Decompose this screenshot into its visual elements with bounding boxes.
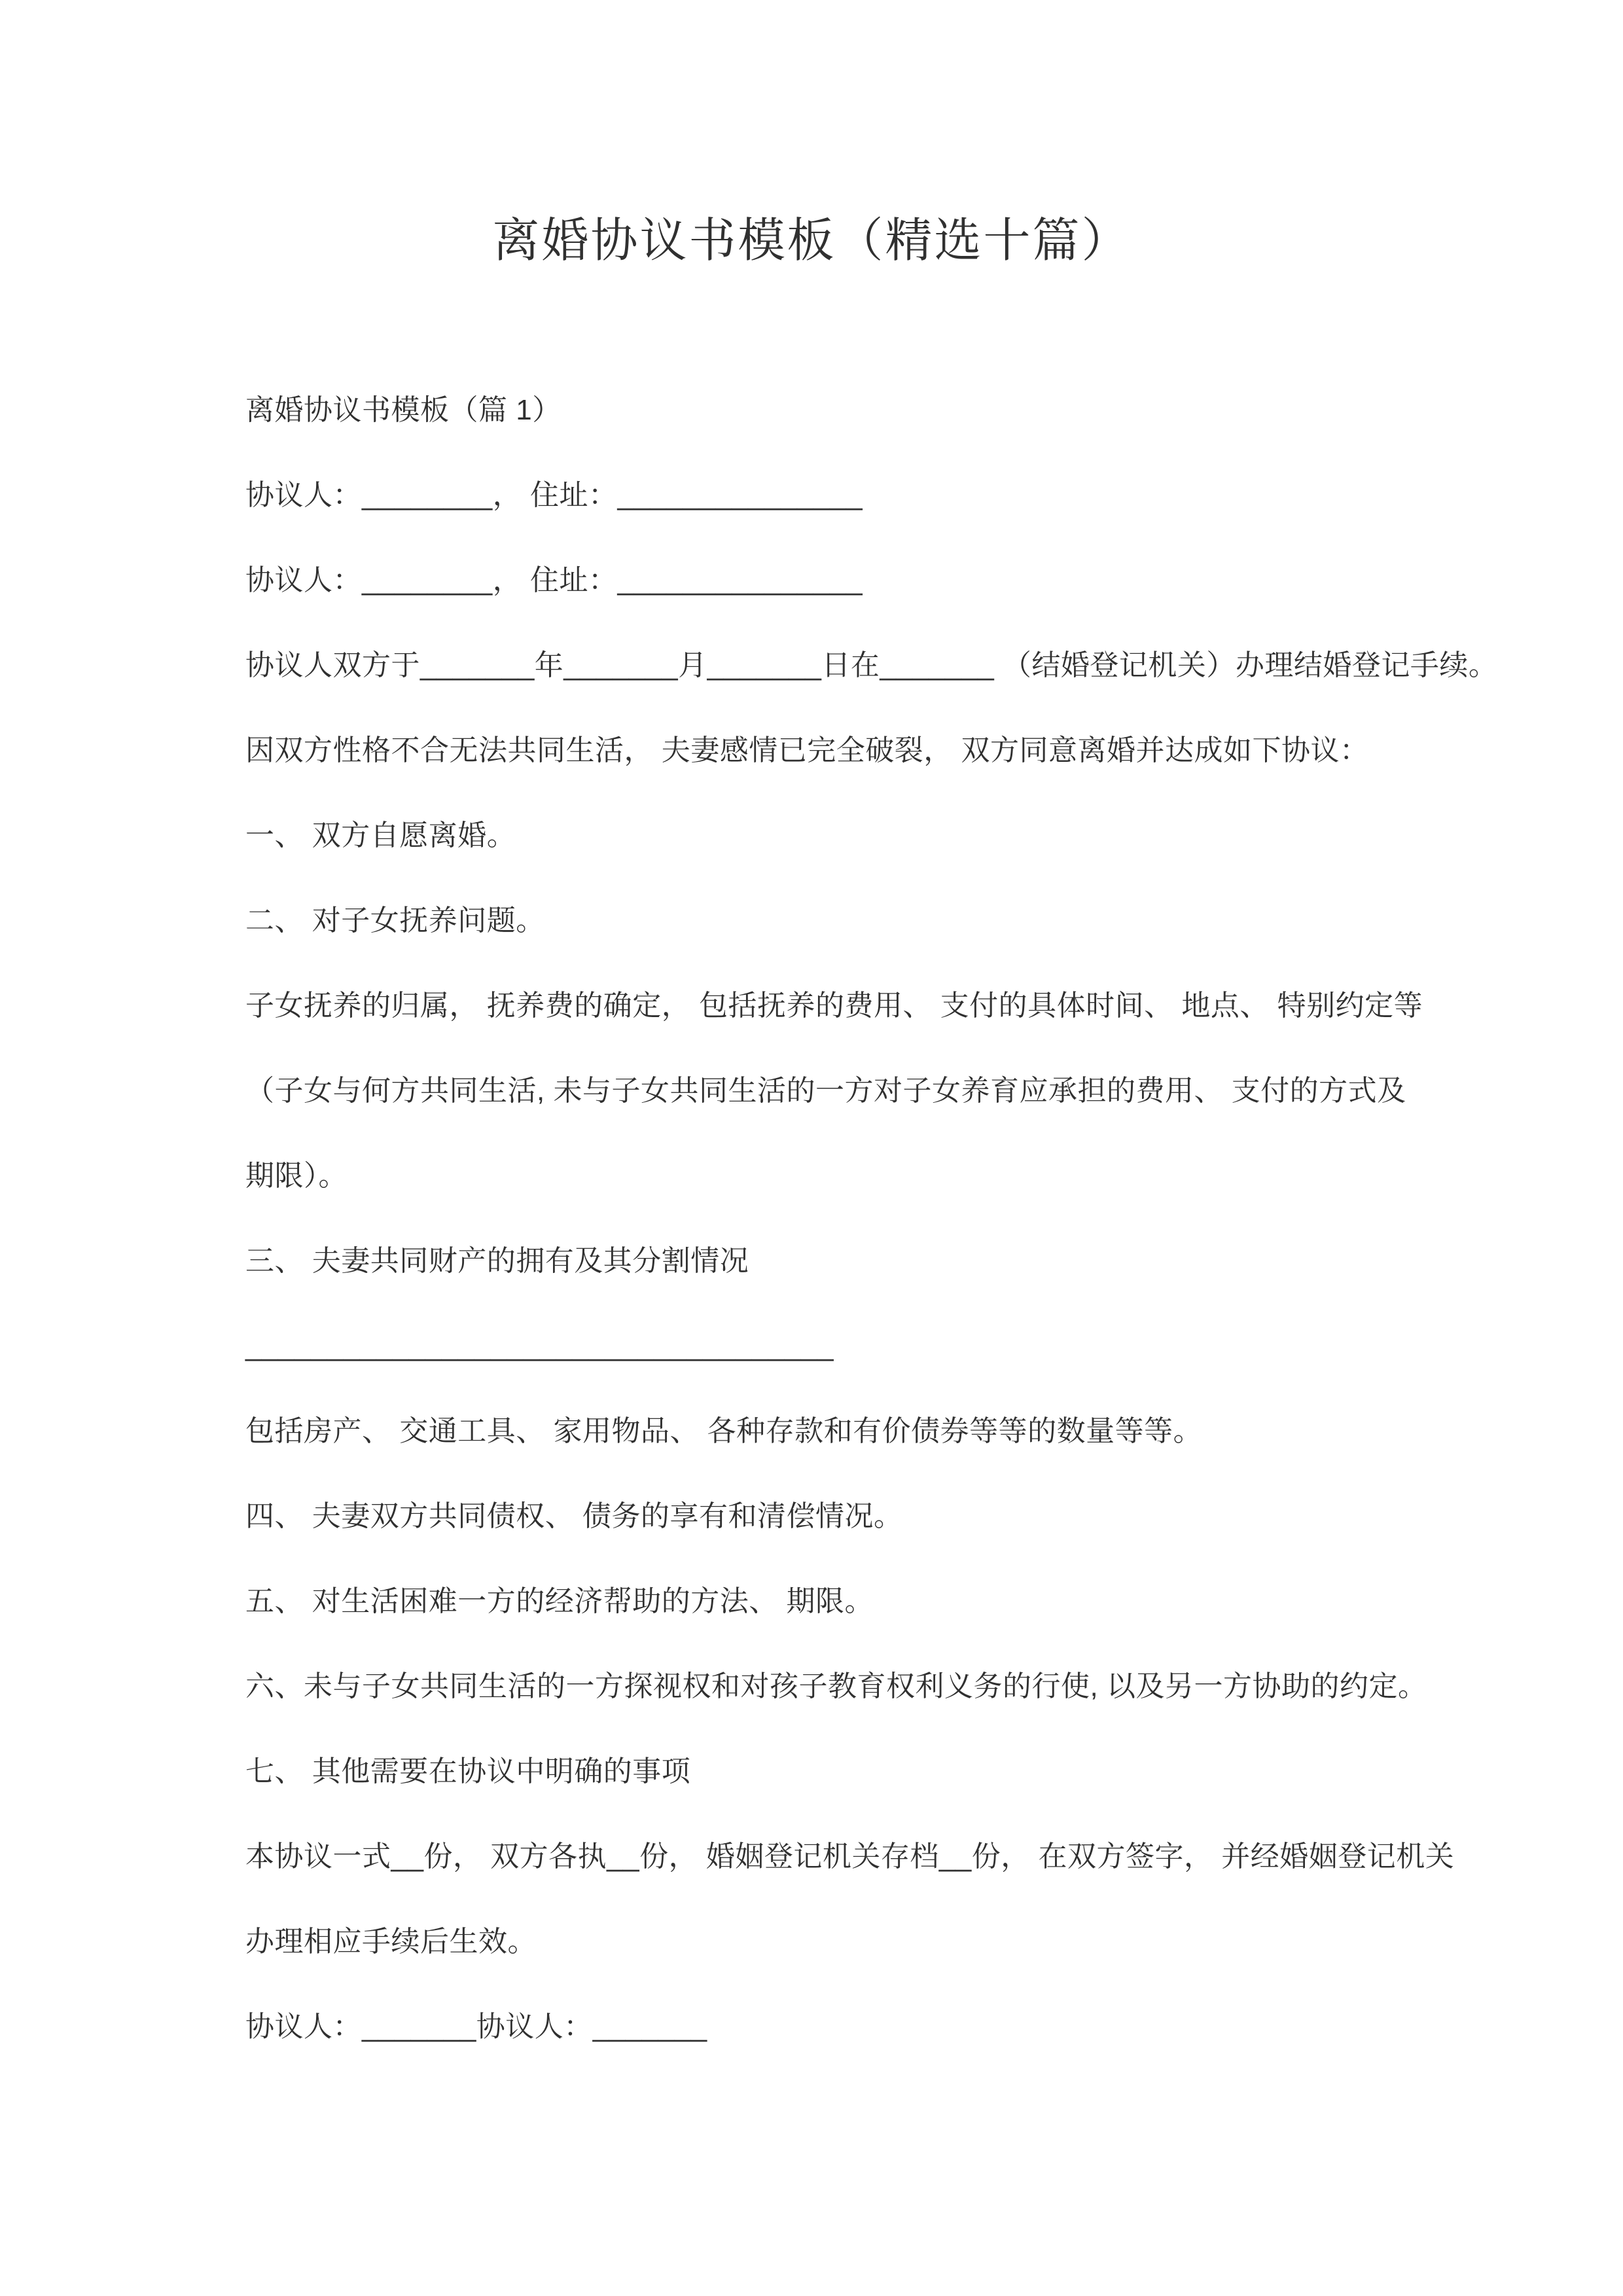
section-heading: 离婚协议书模板（篇 1）	[245, 394, 562, 426]
marriage-registration-line: 协议人双方于_______年_______月_______日在_______ （结婚登记机关）办理结婚登记手续。	[245, 649, 1498, 681]
clause-4: 四、 夫妻双方共同债权、 债务的享有和清偿情况。	[245, 1500, 903, 1532]
clause-2-detail-3: 期限）。	[245, 1160, 348, 1192]
page-title: 离婚协议书模板（精选十篇）	[492, 215, 1131, 267]
clause-6: 六、未与子女共同生活的一方探视权和对孩子教育权利义务的行使, 以及另一方协助的约定。	[245, 1670, 1427, 1702]
clause-5: 五、 对生活困难一方的经济帮助的方法、 期限。	[245, 1585, 874, 1617]
effective-line: 办理相应手续后生效。	[245, 1926, 537, 1958]
copies-line: 本协议一式__份， 双方各执__份， 婚姻登记机关存档__份， 在双方签字， 并经婚姻登记机关	[245, 1840, 1455, 1873]
signature-line: 协议人：_______协议人：_______	[245, 2011, 707, 2043]
clause-2: 二、 对子女抚养问题。	[245, 905, 545, 937]
clause-2-detail-1: 子女抚养的归属， 抚养费的确定， 包括抚养的费用、 支付的具体时间、 地点、 特别约定等	[245, 990, 1423, 1022]
clause-3: 三、 夫妻共同财产的拥有及其分割情况	[245, 1245, 749, 1277]
clause-3-detail: 包括房产、 交通工具、 家用物品、 各种存款和有价债券等等的数量等等。	[245, 1415, 1203, 1447]
clause-2-detail-2: （子女与何方共同生活, 未与子女共同生活的一方对子女养育应承担的费用、 支付的方式及	[245, 1075, 1406, 1107]
blank-underline-row: ____________________________________	[245, 1330, 834, 1362]
clause-1: 一、 双方自愿离婚。	[245, 819, 516, 852]
party-line-1: 协议人：________， 住址：_______________	[245, 479, 863, 511]
clause-7: 七、 其他需要在协议中明确的事项	[245, 1755, 691, 1787]
document-body	[245, 368, 1498, 2070]
preamble-line: 因双方性格不合无法共同生活， 夫妻感情已完全破裂， 双方同意离婚并达成如下协议：	[245, 734, 1369, 766]
party-line-2: 协议人：________， 住址：_______________	[245, 564, 863, 596]
